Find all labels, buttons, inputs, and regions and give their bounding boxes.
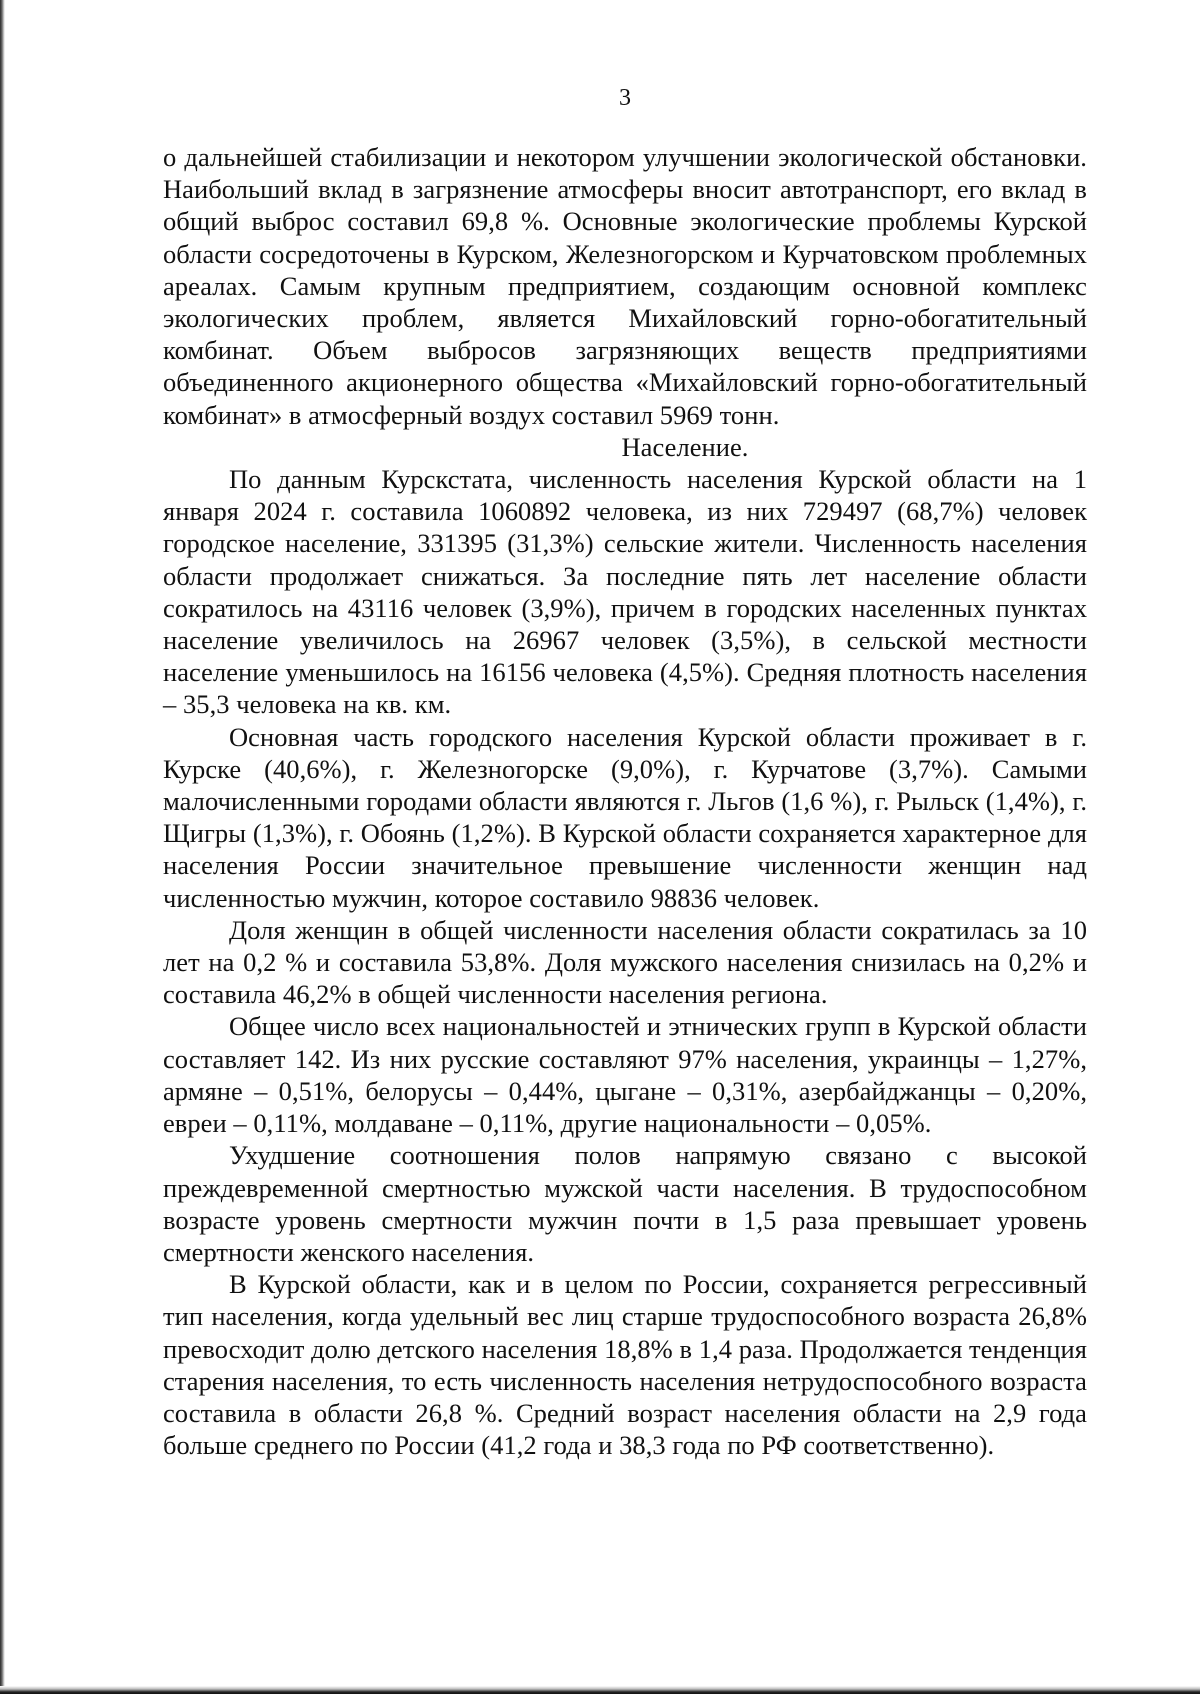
document-body [163, 141, 1087, 1461]
paragraph-aging: В Курской области, как и в целом по России, сохраняется регрессивный тип населения, когда удельный вес лиц старше трудоспособного возраста 26,8% превосходит долю детского населения 18,8% в 1,4 раза. Продолжается тенденция старения населения, то есть численность населения нетрудоспособного возраста составила в области 26,8 %. Средний возраст населения области на 2,9 года больше среднего по России (41,2 года и 38,3 года по РФ соответственно). [163, 1269, 1087, 1461]
paragraph-population-total: По данным Курскстата, численность населения Курской области на 1 января 2024 г. составила 1060892 человека, из них 729497 (68,7%) человек городское население, 331395 (31,3%) сельские жители. Численность населения области продолжает снижаться. За последние пять лет население области сократилось на 43116 человек (3,9%), причем в городских населенных пунктах население увеличилось на 26967 человек (3,5%), в сельской местности население уменьшилось на 16156 человека (4,5%). Средняя плотность населения – 35,3 человека на кв. км. [163, 464, 1087, 720]
paragraph-mortality: Ухудшение соотношения полов напрямую связано с высокой преждевременной смертностью мужской части населения. В трудоспособном возрасте уровень смертности мужчин почти в 1,5 раза превышает уровень смертности женского населения. [163, 1140, 1087, 1267]
page-number: 3 [619, 85, 631, 111]
paragraph-gender-share: Доля женщин в общей численности населения области сократилась за 10 лет на 0,2 % и составила 53,8%. Доля мужского населения снизилась на 0,2% и составила 46,2% в общей численности населения региона. [163, 914, 1087, 1010]
paragraph-urban-population: Основная часть городского населения Курской области проживает в г. Курске (40,6%), г. Железногорске (9,0%), г. Курчатове (3,7%). Самыми малочисленными городами области являются г. Льгов (1,6 %), г. Рыльск (1,4%), г. Щигры (1,3%), г. Обоянь (1,2%). В Курской области сохраняется характерное для населения России значительное превышение численности женщин над численностью мужчин, которое составило 98836 человек. [163, 721, 1087, 913]
section-heading-text: Население. [621, 431, 749, 462]
scan-edge-bottom [0, 1686, 1200, 1694]
section-heading-population [163, 431, 1087, 463]
paragraph-nationalities: Общее число всех национальностей и этнических групп в Курской области составляет 142. Из них русские составляют 97% населения, украинцы – 1,27%, армяне – 0,51%, белорусы – 0,44%, цыгане – 0,31%, азербайджанцы – 0,20%, евреи – 0,11%, молдаване – 0,11%, другие национальности – 0,05%. [163, 1011, 1087, 1139]
scan-edge-left [0, 0, 5, 1694]
paragraph-ecology-continuation: о дальнейшей стабилизации и некотором улучшении экологической обстановки. Наибольший вклад в загрязнение атмосферы вносит автотранспорт, его вклад в общий выброс составил 69,8 %. Основные экологические проблемы Курской области сосредоточены в Курском, Железногорском и Курчатовском проблемных ареалах. Самым крупным предприятием, создающим основной комплекс экологических проблем, является Михайловский горно-обогатительный комбинат. Объем выбросов загрязняющих веществ предприятиями объединенного акционерного общества «Михайловский горно-обогатительный комбинат» в атмосферный воздух составил 5969 тонн. [163, 142, 1087, 430]
